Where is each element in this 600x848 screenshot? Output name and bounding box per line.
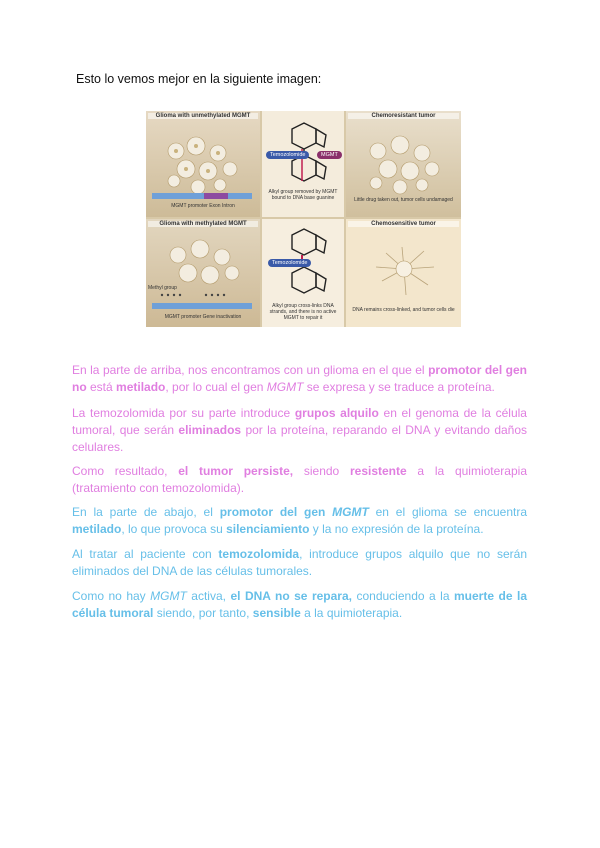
paragraph-text-run: MGMT bbox=[266, 380, 304, 394]
paragraph-text-run: activa, bbox=[186, 589, 231, 603]
methyl-group-label: Methyl group bbox=[148, 285, 177, 291]
paragraph-6 bbox=[72, 588, 527, 622]
paragraph-text-run: el tumor persiste, bbox=[178, 464, 294, 478]
paragraph-text-run: metilado bbox=[72, 522, 122, 536]
paragraph-text-run: y la no expresión de la proteína. bbox=[309, 522, 484, 536]
paragraph-text-run: , por lo cual el gen bbox=[165, 380, 267, 394]
temozolomide-label: Temozolomide bbox=[268, 259, 311, 267]
mgmt-label: MGMT bbox=[317, 151, 342, 159]
paragraph-text-run: resistente bbox=[349, 464, 407, 478]
panel-temozolomide-crosslink bbox=[262, 219, 344, 327]
paragraph-3 bbox=[72, 463, 527, 497]
paragraph-text-run: metilado bbox=[116, 380, 166, 394]
paragraph-1 bbox=[72, 362, 527, 396]
paragraph-text-run: Como resultado, bbox=[72, 464, 179, 478]
paragraph-text-run: siendo bbox=[293, 464, 350, 478]
paragraph-text-run: MGMT bbox=[332, 505, 369, 519]
paragraph-text-run: Al tratar al paciente con bbox=[72, 547, 219, 561]
panel-title: Glioma with methylated MGMT bbox=[148, 221, 258, 227]
paragraph-text-run: La temozolomida por su parte introduce bbox=[72, 406, 295, 420]
panel-methylated-glioma bbox=[146, 219, 260, 327]
intro-text: Esto lo vemos mejor en la siguiente imagen: bbox=[76, 72, 322, 86]
panel-temozolomide-repair bbox=[262, 111, 344, 217]
panel-title: Glioma with unmethylated MGMT bbox=[148, 113, 258, 119]
paragraph-text-run: siendo, por tanto, bbox=[153, 606, 253, 620]
panel-chemosensitive bbox=[346, 219, 461, 327]
paragraph-text-run: el DNA no se repara, bbox=[230, 589, 352, 603]
paragraph-text-run: temozolomida bbox=[218, 547, 300, 561]
paragraph-text-run: muerte de la célula tumoral bbox=[72, 589, 527, 620]
paragraph-text-run: a la quimioterapia. bbox=[300, 606, 403, 620]
paragraph-5 bbox=[72, 546, 527, 580]
paragraph-text-run: en el glioma se encuentra bbox=[368, 505, 527, 519]
panel-title: Chemosensitive tumor bbox=[348, 221, 459, 227]
paragraph-text-run: por la proteína, reparando el DNA y evitando daños celulares. bbox=[72, 423, 528, 454]
guanine-structure-icon bbox=[262, 111, 344, 217]
paragraph-text-run: eliminados bbox=[178, 423, 242, 437]
paragraph-text-run: conduciendo a la bbox=[352, 589, 454, 603]
panel-caption: MGMT promoter Exon Intron bbox=[171, 203, 235, 209]
paragraph-text-run: MGMT bbox=[150, 589, 187, 603]
paragraph-text-run: promotor del gen bbox=[219, 505, 333, 519]
paragraph-text-run: promotor del gen no bbox=[72, 363, 527, 394]
panel-chemoresistant bbox=[346, 111, 461, 217]
paragraph-text-run: , lo que provoca su bbox=[121, 522, 227, 536]
paragraph-text-run: se expresa y se traduce a proteína. bbox=[303, 380, 495, 394]
paragraph-text-run: grupos alquilo bbox=[294, 406, 379, 420]
mgmt-figure bbox=[146, 111, 461, 327]
paragraph-text-run: está bbox=[86, 380, 117, 394]
temozolomide-label: Temozolomide bbox=[266, 151, 309, 159]
paragraph-text-run: en el genoma de la célula tumoral, que serán bbox=[72, 406, 527, 437]
panel-caption: Little drug taken out, tumor cells undamaged bbox=[354, 197, 453, 203]
panel-unmethylated-glioma bbox=[146, 111, 260, 217]
paragraph-text-run: sensible bbox=[252, 606, 301, 620]
glioma-cells-illustration bbox=[146, 219, 260, 327]
paragraph-text-run: Como no hay bbox=[72, 589, 151, 603]
panel-title: Chemoresistant tumor bbox=[348, 113, 459, 119]
glioma-cells-illustration bbox=[146, 111, 260, 217]
paragraph-text-run: , introduce grupos alquilo que no serán eliminados del DNA de las células tumorales. bbox=[72, 547, 527, 578]
paragraph-text-run: silenciamiento bbox=[226, 522, 310, 536]
paragraph-text-run: a la quimioterapia (tratamiento con temozolomida). bbox=[72, 464, 527, 495]
panel-caption: MGMT promoter Gene inactivation bbox=[164, 314, 242, 320]
paragraph-4 bbox=[72, 504, 527, 538]
paragraph-text-run: En la parte de arriba, nos encontramos con un glioma en el que el bbox=[72, 363, 429, 377]
panel-caption: Alkyl group cross-links DNA strands, and there is no active MGMT to repair it bbox=[269, 303, 337, 321]
panel-caption: DNA remains cross-linked, and tumor cells die bbox=[352, 307, 455, 313]
paragraph-text-run: En la parte de abajo, el bbox=[72, 505, 220, 519]
paragraph-2 bbox=[72, 405, 527, 456]
panel-caption: Alkyl group removed by MGMT bound to DNA base guanine bbox=[268, 189, 338, 201]
